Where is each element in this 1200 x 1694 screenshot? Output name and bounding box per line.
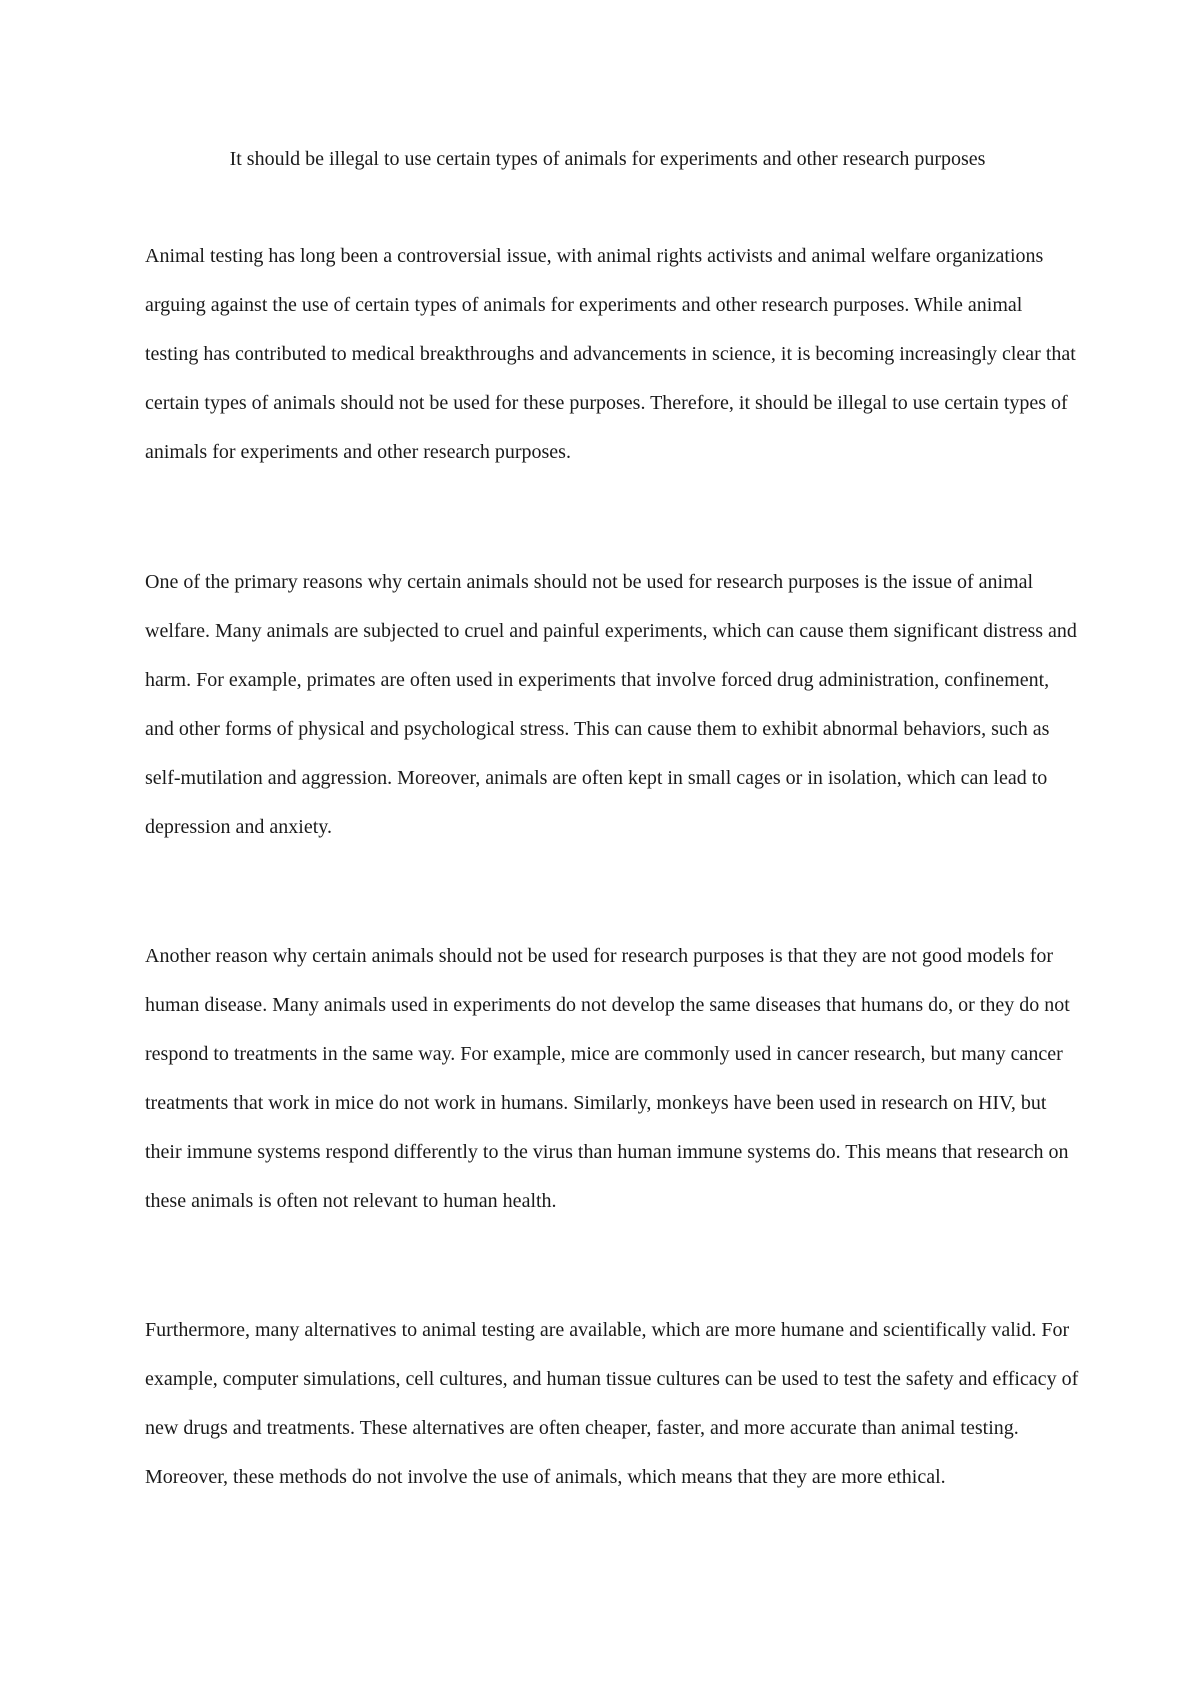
- document-title: It should be illegal to use certain types of animals for experiments and other research purposes: [229, 148, 986, 170]
- paragraph-alternatives: Furthermore, many alternatives to animal testing are available, which are more humane and scientifically valid. For example, computer simulations, cell cultures, and human tissue cultures can be used to test the safety and efficacy of new drugs and treatments. These alternatives are often cheaper, faster, and more accurate than animal testing. Moreover, these methods do not involve the use of animals, which means that they are more ethical.: [145, 1319, 1079, 1488]
- paragraph-intro: Animal testing has long been a controversial issue, with animal rights activists and animal welfare organizations arguing against the use of certain types of animals for experiments and other research purposes. While animal testing has contributed to medical breakthroughs and advancements in science, it is becoming increasingly clear that certain types of animals should not be used for these purposes. Therefore, it should be illegal to use certain types of animals for experiments and other research purposes.: [145, 245, 1076, 463]
- paragraph-disease-models: Another reason why certain animals should not be used for research purposes is that they are not good models for human disease. Many animals used in experiments do not develop the same diseases that humans do, or they do not respond to treatments in the same way. For example, mice are commonly used in cancer research, but many cancer treatments that work in mice do not work in humans. Similarly, monkeys have been used in research on HIV, but their immune systems respond differently to the virus than human immune systems do. This means that research on these animals is often not relevant to human health.: [145, 945, 1070, 1212]
- paragraph-animal-welfare: One of the primary reasons why certain animals should not be used for research purposes is the issue of animal welfare. Many animals are subjected to cruel and painful experiments, which can cause them significant distress and harm. For example, primates are often used in experiments that involve forced drug administration, confinement, and other forms of physical and psychological stress. This can cause them to exhibit abnormal behaviors, such as self-mutilation and aggression. Moreover, animals are often kept in small cages or in isolation, which can lead to depression and anxiety.: [145, 571, 1077, 838]
